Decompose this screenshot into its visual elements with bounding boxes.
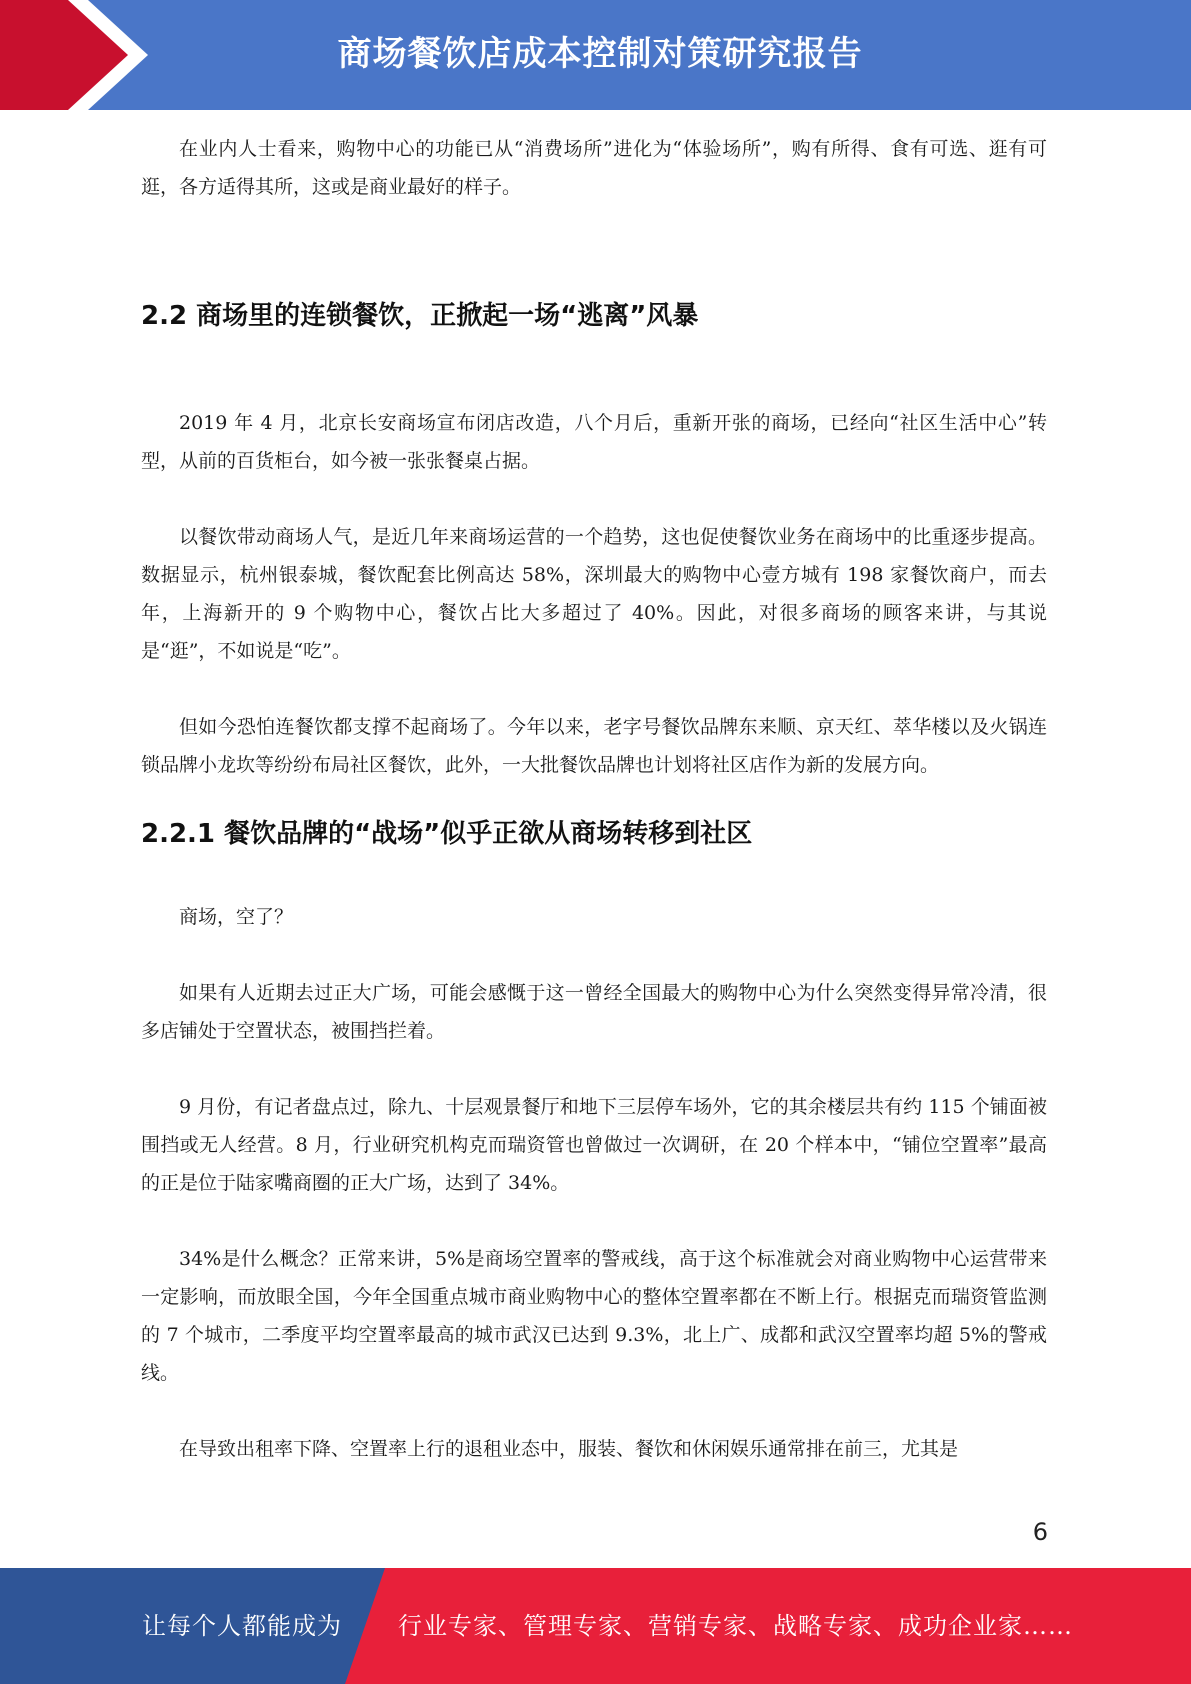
- red-chevron-icon: [0, 0, 160, 110]
- footer-slogan-right: 行业专家、管理专家、营销专家、战略专家、成功企业家……: [398, 1612, 1073, 1640]
- document-body: [141, 130, 1047, 1468]
- footer-slogan-left: 让每个人都能成为: [142, 1612, 342, 1640]
- paragraph: 在导致出租率下降、空置率上行的退租业态中，服装、餐饮和休闲娱乐通常排在前三，尤其是: [179, 1438, 959, 1460]
- paragraph: 如果有人近期去过正大广场，可能会感慨于这一曾经全国最大的购物中心为什么突然变得异常冷清，很多店铺处于空置状态，被围挡拦着。: [141, 982, 1047, 1042]
- paragraph: 商场，空了？: [179, 906, 294, 928]
- paragraph: 9 月份，有记者盘点过，除九、十层观景餐厅和地下三层停车场外，它的其余楼层共有约 115 个铺面被围挡或无人经营。8 月，行业研究机构克而瑞资管也曾做过一次调研，在 20 个样本中，“铺位空置率”最高的正是位于陆家嘴商圈的正大广场，达到了 34%。: [141, 1096, 1047, 1194]
- paragraph: 在业内人士看来，购物中心的功能已从“消费场所”进化为“体验场所”，购有所得、食有可选、逛有可逛，各方适得其所，这或是商业最好的样子。: [141, 138, 1047, 198]
- paragraph: 以餐饮带动商场人气，是近几年来商场运营的一个趋势，这也促使餐饮业务在商场中的比重逐步提高。数据显示，杭州银泰城，餐饮配套比例高达 58%，深圳最大的购物中心壹方城有 198 家餐饮商户，而去年，上海新开的 9 个购物中心，餐饮占比大多超过了 40%。因此，对很多商场的顾客来讲，与其说是“逛”，不如说是“吃”。: [141, 526, 1047, 662]
- header-title: 商场餐饮店成本控制对策研究报告: [337, 34, 863, 74]
- section-heading-2-2: 2.2 商场里的连锁餐饮，正掀起一场“逃离”风暴: [141, 301, 699, 331]
- paragraph: 但如今恐怕连餐饮都支撑不起商场了。今年以来，老字号餐饮品牌东来顺、京天红、萃华楼以及火锅连锁品牌小龙坎等纷纷布局社区餐饮，此外，一大批餐饮品牌也计划将社区店作为新的发展方向。: [141, 716, 1047, 776]
- footer-banner: [0, 1568, 1191, 1684]
- paragraph: 34%是什么概念？正常来讲，5%是商场空置率的警戒线，高于这个标准就会对商业购物中心运营带来一定影响，而放眼全国，今年全国重点城市商业购物中心的整体空置率都在不断上行。根据克而瑞资管监测的 7 个城市，二季度平均空置率最高的城市武汉已达到 9.3%，北上广、成都和武汉空置率均超 5%的警戒线。: [141, 1248, 1047, 1384]
- paragraph: 2019 年 4 月，北京长安商场宣布闭店改造，八个月后，重新开张的商场，已经向“社区生活中心”转型，从前的百货柜台，如今被一张张餐桌占据。: [141, 412, 1047, 472]
- header-banner: [0, 0, 1191, 110]
- page-number: 6: [1032, 1518, 1048, 1546]
- section-heading-2-2-1: 2.2.1 餐饮品牌的“战场”似乎正欲从商场转移到社区: [141, 819, 753, 849]
